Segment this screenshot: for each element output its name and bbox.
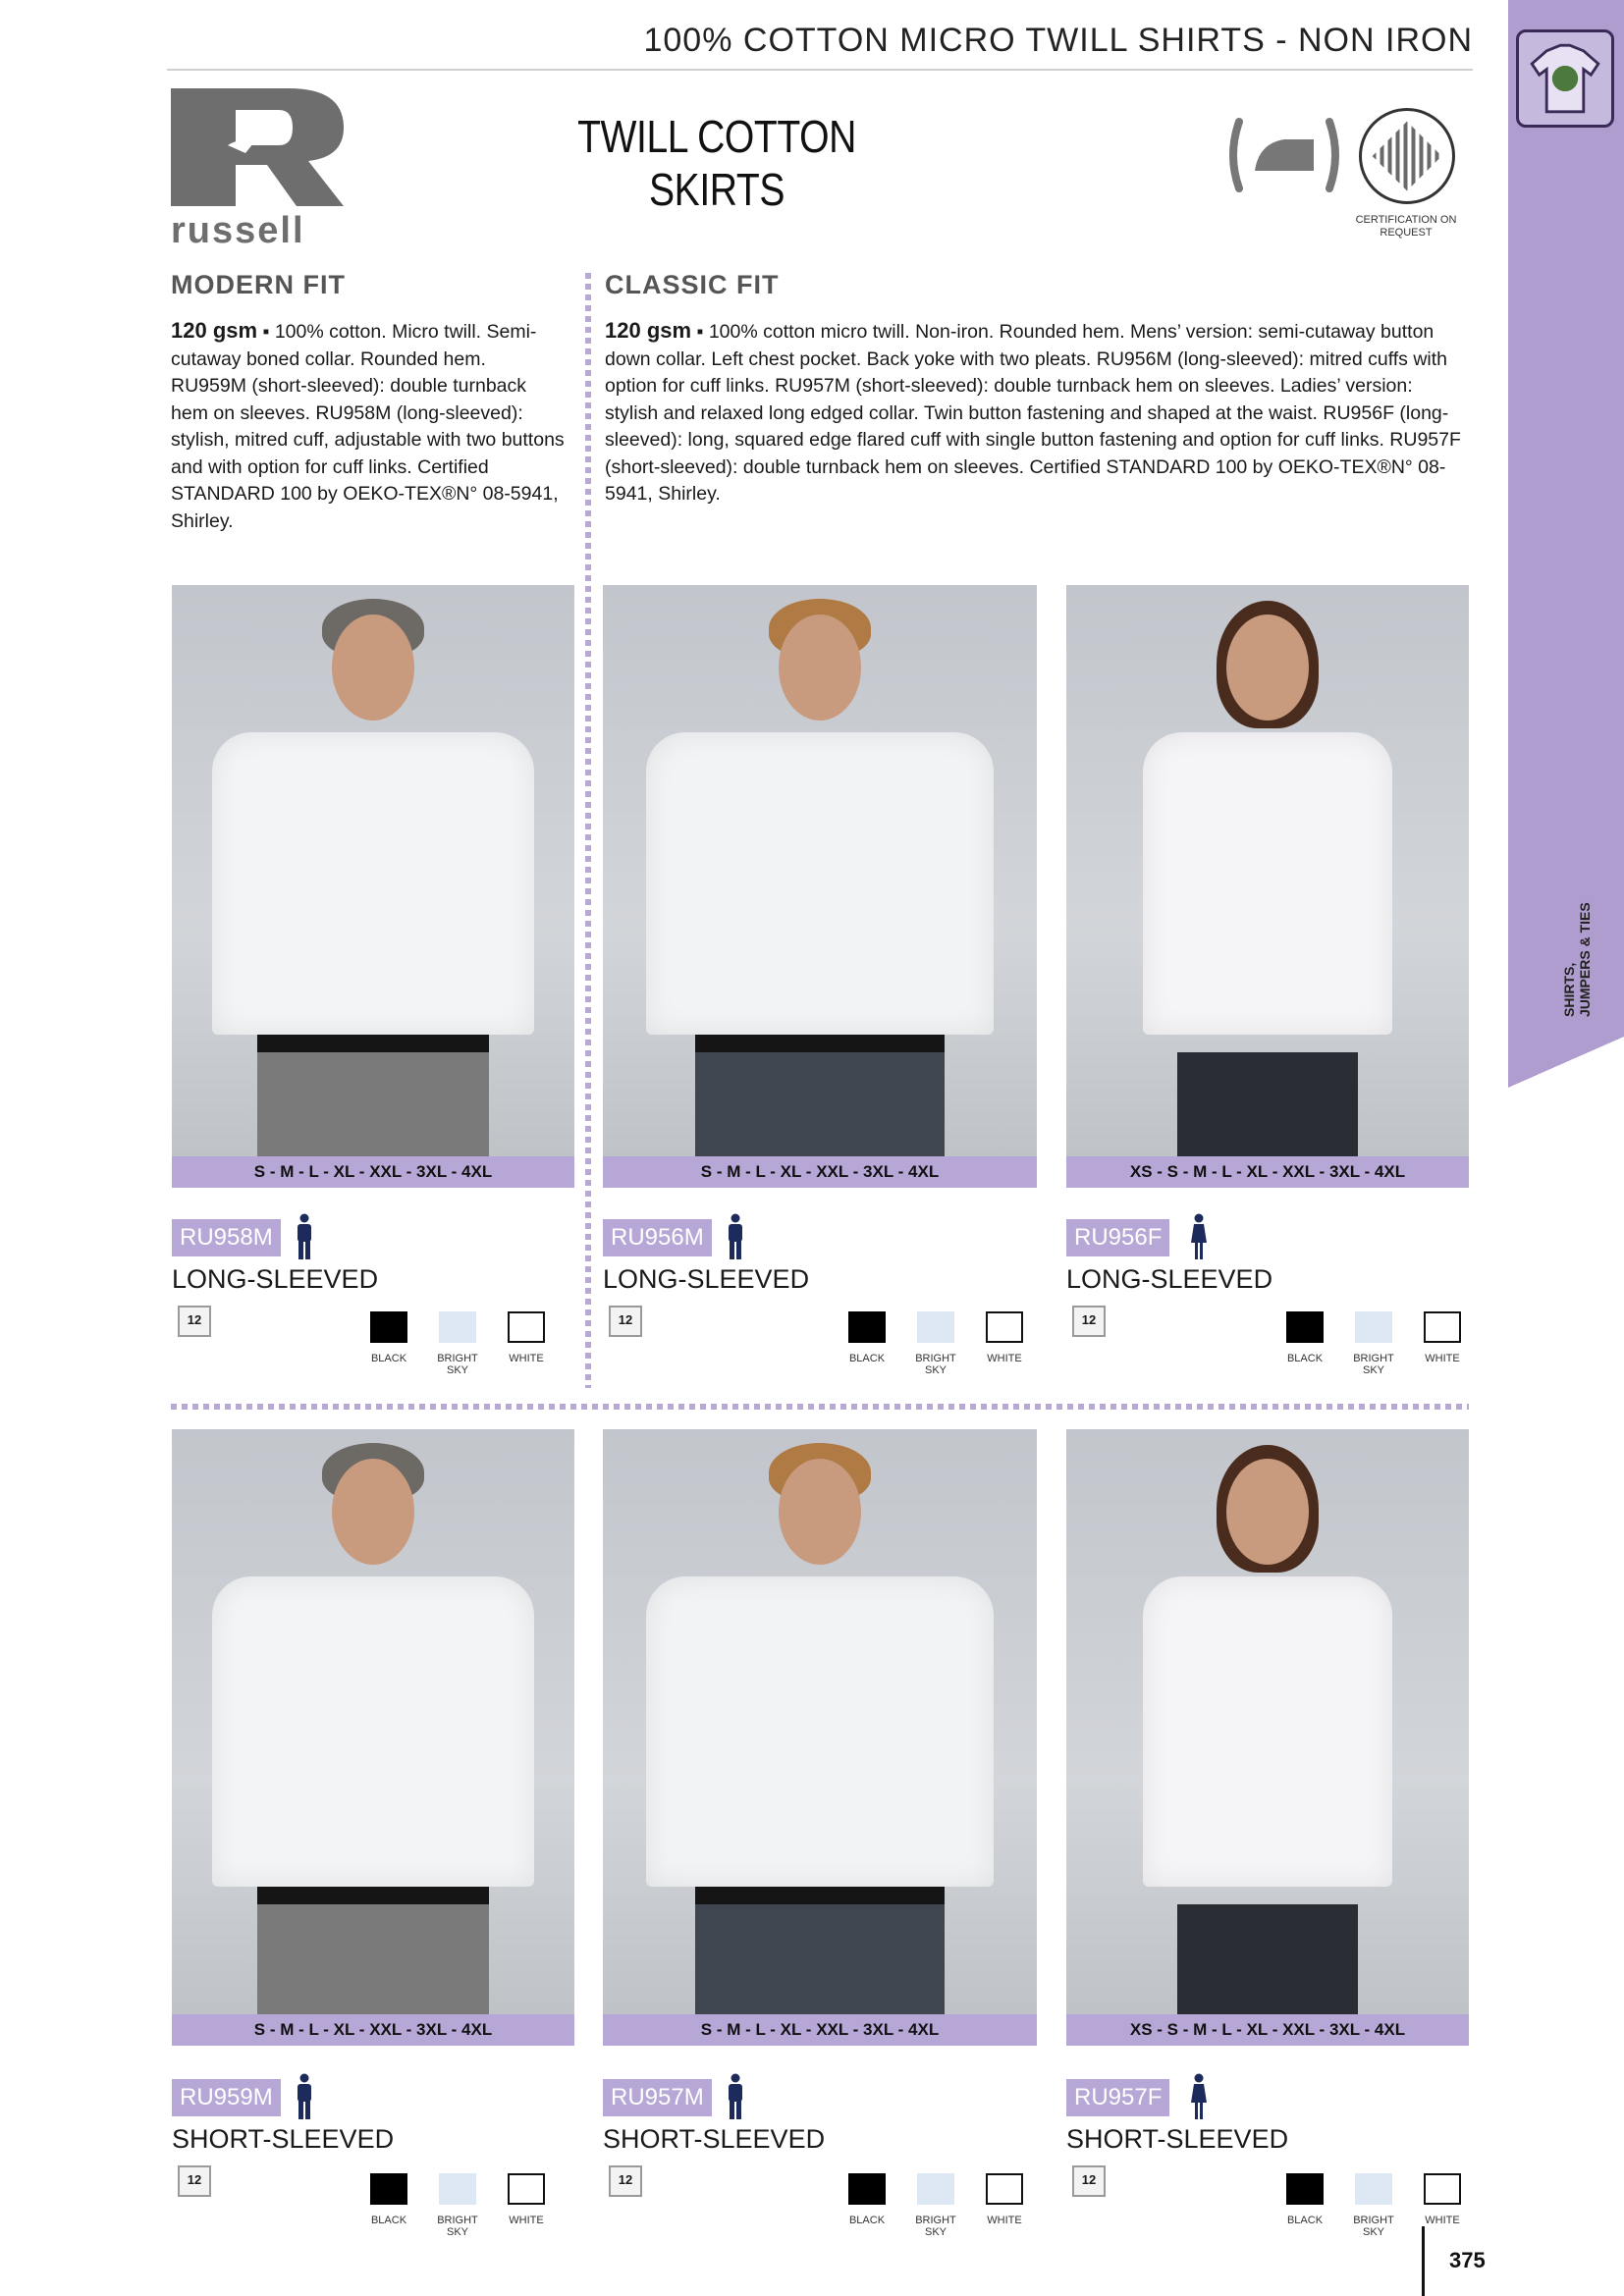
model-head [332,614,414,721]
pack-quantity-icon: 12 [178,1306,211,1337]
color-swatch-white[interactable] [986,1311,1023,1343]
female-figure-icon [1188,2073,1210,2120]
model-trousers [695,1052,946,1156]
color-swatch-black[interactable] [370,2173,407,2205]
modern-fit-heading: MODERN FIT [171,270,346,299]
page-number-rule [1422,2226,1425,2296]
size-range: XS - S - M - L - XL - XXL - 3XL - 4XL [1066,1156,1469,1188]
pack-quantity-icon: 12 [1072,1306,1106,1337]
model-shirt [212,732,534,1035]
size-range: S - M - L - XL - XXL - 3XL - 4XL [603,2014,1037,2046]
color-swatch-black[interactable] [848,1311,886,1343]
model-head [779,1459,861,1565]
male-figure-icon [725,2073,746,2120]
sleeve-type: SHORT-SLEEVED [603,2124,826,2154]
product-code: RU957M [603,2079,712,2116]
model-head [332,1459,414,1565]
color-swatch-label: WHITE [987,1353,1022,1364]
color-swatch-label: BLACK [370,2215,407,2226]
color-swatch-label: BRIGHT SKY [915,1353,956,1376]
pack-quantity-icon: 12 [609,2165,642,2197]
female-figure-icon [1188,1213,1210,1260]
size-range: XS - S - M - L - XL - XXL - 3XL - 4XL [1066,2014,1469,2046]
classic-fit-description [605,317,1469,508]
classic-fit-text: 100% cotton micro twill. Non-iron. Rounded hem. Mens’ version: semi-cutaway button down collar. Left chest pocket. Back yoke with two pleats. RU956M (long-sleeved): mitred cuffs with option for cuff links. RU957M (short-sleeved): double turnback hem on sleeves. Ladies’ version: stylish and relaxed long edged collar. Twin button fastening and shaped at the waist. RU956F (long-sleeved): long, squared edge flared cuff with single button fastening and option for cuff links. RU957F (short-sleeved): double turnback hem on sleeves. Certified STANDARD 100 by OEKO-TEX®N° 08-5941, Shirley. [605,321,1461,505]
color-swatch-black[interactable] [1286,1311,1324,1343]
color-swatch-bright-sky[interactable] [439,1311,476,1343]
product-photo [1066,585,1469,1156]
color-swatch-black[interactable] [370,1311,407,1343]
color-swatch-label: WHITE [509,2215,544,2226]
product-photo [1066,1429,1469,2014]
color-swatch-label: BRIGHT SKY [437,2215,478,2238]
brand-wordmark: russell [171,210,305,251]
male-figure-icon [294,2073,315,2120]
product-photo [603,585,1037,1156]
color-swatch-white[interactable] [508,1311,545,1343]
modern-fit-bullet-icon: ▪ [262,321,270,343]
side-tab-label-line2: JUMPERS & TIES [1577,902,1593,1017]
model-shirt [1143,1576,1392,1887]
color-swatch-bright-sky[interactable] [1355,2173,1392,2205]
product-photo [172,585,574,1156]
color-swatch-label: WHITE [1425,2215,1460,2226]
pack-quantity-icon: 12 [609,1306,642,1337]
male-figure-icon [294,1213,315,1260]
sleeve-type: LONG-SLEEVED [603,1264,810,1294]
modern-fit-description [171,317,566,535]
certification-note: CERTIFICATION ON REQUEST [1355,214,1457,239]
color-swatch-white[interactable] [508,2173,545,2205]
non-iron-icon [1225,116,1343,194]
color-swatch-black[interactable] [1286,2173,1324,2205]
classic-fit-heading: CLASSIC FIT [605,270,780,299]
shirt-category-icon [1516,29,1614,128]
color-swatch-label: WHITE [987,2215,1022,2226]
color-swatch-label: WHITE [509,1353,544,1364]
model-belt [1177,1035,1357,1052]
color-swatch-label: BRIGHT SKY [437,1353,478,1376]
color-swatch-white[interactable] [1424,1311,1461,1343]
product-code: RU956M [603,1219,712,1256]
product-code: RU959M [172,2079,281,2116]
model-shirt [212,1576,534,1887]
horizontal-divider [171,1404,1469,1410]
product-code: RU957F [1066,2079,1169,2116]
product-photo [172,1429,574,2014]
model-head [1226,1459,1309,1565]
page-number: 375 [1449,2248,1486,2272]
color-swatch-white[interactable] [1424,2173,1461,2205]
page-title: TWILL COTTON SKIRTS [577,111,856,215]
model-head [779,614,861,721]
model-belt [695,1035,946,1052]
color-swatch-label: BLACK [1286,1353,1324,1364]
vertical-divider [585,273,591,1388]
model-skirt [1177,1052,1357,1156]
side-tab-notch [1508,1037,1624,1088]
sleeve-type: LONG-SLEEVED [1066,1264,1273,1294]
side-tab-label-line1: SHIRTS, [1561,962,1577,1017]
modern-fit-weight: 120 gsm [171,318,258,343]
size-range: S - M - L - XL - XXL - 3XL - 4XL [172,2014,574,2046]
sleeve-type: LONG-SLEEVED [172,1264,379,1294]
model-belt [257,1035,489,1052]
classic-fit-weight: 120 gsm [605,318,692,343]
pack-quantity-icon: 12 [178,2165,211,2197]
color-swatch-bright-sky[interactable] [1355,1311,1392,1343]
side-tab-label [1561,860,1593,1017]
color-swatch-white[interactable] [986,2173,1023,2205]
color-swatch-label: BRIGHT SKY [915,2215,956,2238]
color-swatch-bright-sky[interactable] [917,2173,954,2205]
color-swatch-label: BLACK [1286,2215,1324,2226]
modern-fit-text: 100% cotton. Micro twill. Semi-cutaway boned collar. Rounded hem. RU959M (short-sleeved): double turnback hem on sleeves. RU958M (long-sleeved): stylish, mitred cuff, adjustable with two buttons and with option for cuff links. Certified STANDARD 100 by OEKO-TEX®N° 08-5941, Shirley. [171,321,565,532]
male-figure-icon [725,1213,746,1260]
model-head [1226,614,1309,721]
color-swatch-label: WHITE [1425,1353,1460,1364]
model-trousers [257,1052,489,1156]
model-shirt [646,1576,994,1887]
color-swatch-label: BRIGHT SKY [1353,2215,1394,2238]
color-swatch-label: BLACK [370,1353,407,1364]
color-swatch-label: BRIGHT SKY [1353,1353,1394,1376]
product-code: RU958M [172,1219,281,1256]
model-belt [1177,1887,1357,1904]
model-belt [695,1887,946,1904]
model-trousers [695,1904,946,2014]
color-swatch-label: BLACK [848,2215,886,2226]
model-trousers [257,1904,489,2014]
color-swatch-label: BLACK [848,1353,886,1364]
color-swatch-bright-sky[interactable] [439,2173,476,2205]
model-shirt [646,732,994,1035]
category-title: 100% COTTON MICRO TWILL SHIRTS - NON IRON [643,22,1473,59]
sleeve-type: SHORT-SLEEVED [1066,2124,1289,2154]
model-skirt [1177,1904,1357,2014]
pack-quantity-icon: 12 [1072,2165,1106,2197]
product-photo [603,1429,1037,2014]
product-code: RU956F [1066,1219,1169,1256]
color-swatch-black[interactable] [848,2173,886,2205]
classic-fit-bullet-icon: ▪ [696,321,704,343]
sleeve-type: SHORT-SLEEVED [172,2124,395,2154]
color-swatch-bright-sky[interactable] [917,1311,954,1343]
size-range: S - M - L - XL - XXL - 3XL - 4XL [603,1156,1037,1188]
russell-r-logo [171,88,346,206]
model-belt [257,1887,489,1904]
header-divider [167,69,1473,71]
model-shirt [1143,732,1392,1035]
size-range: S - M - L - XL - XXL - 3XL - 4XL [172,1156,574,1188]
